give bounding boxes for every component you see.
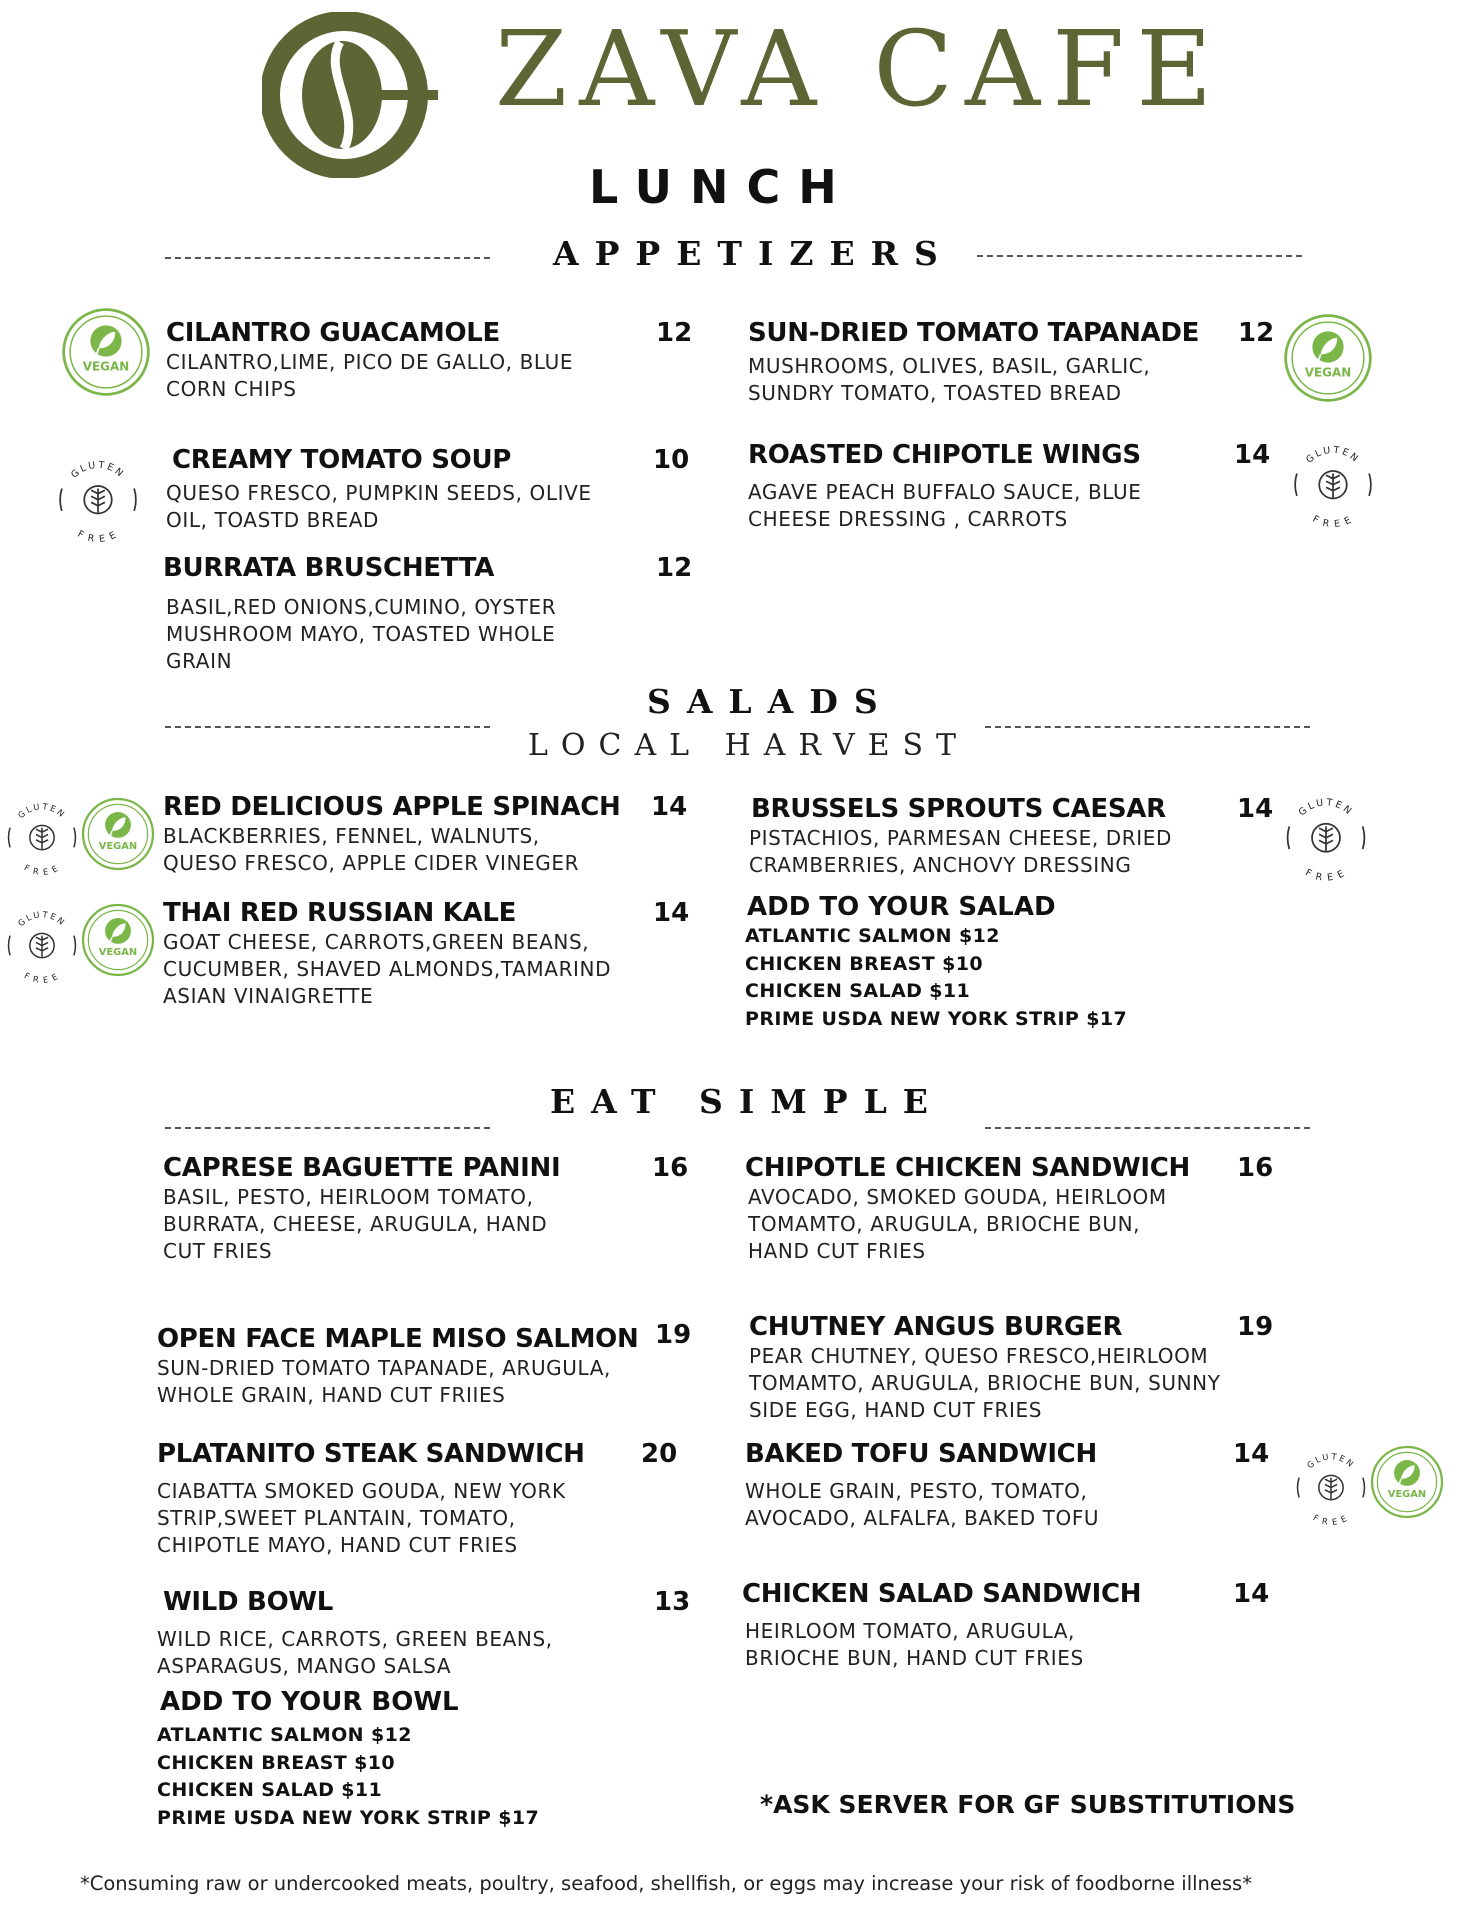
item-desc-line: STRIP,SWEET PLANTAIN, TOMATO, (157, 1506, 516, 1530)
item-desc-line: HEIRLOOM TOMATO, ARUGULA, (745, 1619, 1076, 1643)
brand-name: ZAVA CAFE (495, 8, 1225, 130)
gluten-badge-label: GLUTEN (1304, 1451, 1358, 1471)
item-desc-line: CUT FRIES (163, 1239, 273, 1263)
menu-item (157, 1586, 697, 1680)
item-desc-line: PISTACHIOS, PARMESAN CHEESE, DRIED (749, 826, 1172, 850)
item-desc-line: QUESO FRESCO, APPLE CIDER VINEGER (163, 851, 580, 875)
item-desc-line: BRIOCHE BUN, HAND CUT FRIES (745, 1646, 1084, 1670)
gluten-free-badge-icon (1282, 788, 1370, 884)
menu-item (163, 897, 690, 1010)
item-price: 20 (641, 1439, 678, 1469)
add-on-item: CHICKEN SALAD $11 (157, 1779, 383, 1801)
section-title-appetizers: APPETIZERS (553, 234, 954, 273)
item-price: 14 (1233, 1579, 1270, 1609)
item-desc-line: BURRATA, CHEESE, ARUGULA, HAND (163, 1212, 548, 1236)
item-desc-line: ASPARAGUS, MANGO SALSA (157, 1654, 452, 1678)
free-badge-label: FREE (22, 862, 62, 877)
item-desc-line: CORN CHIPS (166, 377, 297, 401)
item-desc-line: HAND CUT FRIES (748, 1239, 926, 1263)
item-desc-line: TOMAMTO, ARUGULA, BRIOCHE BUN, SUNNY (749, 1371, 1221, 1395)
section-title-salads: SALADS (647, 682, 894, 721)
menu-item (157, 1438, 697, 1559)
menu-item (163, 552, 693, 675)
divider (985, 1127, 1310, 1129)
menu-item (748, 317, 1275, 407)
item-price: 12 (656, 553, 693, 583)
add-on-item: PRIME USDA NEW YORK STRIP $17 (157, 1806, 540, 1829)
add-on-item: CHICKEN SALAD $11 (745, 980, 971, 1002)
menu-item (749, 793, 1274, 879)
gluten-badge-label: GLUTEN (15, 801, 69, 821)
item-name: PLATANITO STEAK SANDWICH (157, 1439, 585, 1469)
item-desc-line: BASIL,RED ONIONS,CUMINO, OYSTER (166, 595, 557, 619)
menu-item (745, 1152, 1274, 1265)
item-price: 16 (1237, 1153, 1274, 1183)
add-on-item: ATLANTIC SALMON $12 (157, 1724, 412, 1746)
item-desc-line: PEAR CHUTNEY, QUESO FRESCO,HEIRLOOM (749, 1344, 1209, 1368)
item-desc-line: WILD RICE, CARROTS, GREEN BEANS, (157, 1627, 553, 1651)
item-desc-line: CHIPOTLE MAYO, HAND CUT FRIES (157, 1533, 518, 1557)
menu-item (745, 1438, 1270, 1532)
item-name: OPEN FACE MAPLE MISO SALMON (157, 1324, 639, 1354)
item-desc-line: MUSHROOM MAYO, TOASTED WHOLE (166, 622, 556, 646)
item-desc-line: WHOLE GRAIN, PESTO, TOMATO, (745, 1479, 1088, 1503)
item-name: CREAMY TOMATO SOUP (172, 445, 512, 475)
free-badge-label: FREE (1310, 513, 1356, 531)
item-name: SUN-DRIED TOMATO TAPANADE (748, 318, 1200, 348)
vegan-badge-label: VEGAN (1304, 365, 1352, 380)
item-name: CHICKEN SALAD SANDWICH (742, 1579, 1142, 1609)
item-desc-line: OIL, TOASTD BREAD (166, 508, 379, 532)
item-desc-line: CHEESE DRESSING , CARROTS (748, 507, 1068, 531)
item-desc-line: CIABATTA SMOKED GOUDA, NEW YORK (157, 1479, 566, 1503)
gluten-free-badge-icon (4, 794, 80, 878)
item-price: 14 (651, 792, 688, 822)
gluten-free-badge-icon (1290, 435, 1376, 531)
item-desc-line: CRAMBERRIES, ANCHOVY DRESSING (749, 853, 1132, 877)
vegan-badge-label: VEGAN (98, 947, 138, 959)
vegan-badge-icon (1282, 312, 1374, 404)
menu-item (748, 439, 1271, 533)
item-price: 14 (1237, 794, 1274, 824)
gluten-free-badge-icon (4, 902, 80, 986)
menu-item (163, 1152, 689, 1265)
foodborne-disclaimer: *Consuming raw or undercooked meats, poultry, seafood, shellfish, or eggs may increase your risk of foodborne illness* (80, 1872, 1252, 1895)
item-desc-line: GOAT CHEESE, CARROTS,GREEN BEANS, (163, 930, 590, 954)
item-desc-line: SUN-DRIED TOMATO TAPANADE, ARUGULA, (157, 1356, 611, 1380)
menu-item (742, 1578, 1270, 1672)
item-desc-line: SUNDRY TOMATO, TOASTED BREAD (748, 381, 1122, 405)
free-badge-label: FREE (22, 970, 62, 985)
gluten-free-badge-icon (55, 450, 141, 546)
vegan-badge-label: VEGAN (1387, 1489, 1427, 1501)
add-on-item: CHICKEN BREAST $10 (157, 1751, 395, 1774)
add-ons-bowl (157, 1686, 677, 1832)
item-desc-line: ASIAN VINAIGRETTE (163, 984, 374, 1008)
free-badge-label: FREE (1303, 867, 1349, 884)
item-name: CAPRESE BAGUETTE PANINI (163, 1153, 561, 1183)
item-desc-line: BASIL, PESTO, HEIRLOOM TOMATO, (163, 1185, 534, 1209)
gluten-badge-label: GLUTEN (1304, 444, 1362, 466)
add-on-item: PRIME USDA NEW YORK STRIP $17 (745, 1007, 1128, 1030)
item-desc-line: CUCUMBER, SHAVED ALMONDS,TAMARIND (163, 957, 612, 981)
gluten-free-badge-icon (1293, 1444, 1369, 1528)
add-on-item: ATLANTIC SALMON $12 (745, 925, 1000, 947)
add-on-item: CHICKEN BREAST $10 (745, 952, 983, 975)
menu-item (163, 791, 688, 877)
divider (977, 255, 1302, 257)
item-desc-line: AGAVE PEACH BUFFALO SAUCE, BLUE (748, 480, 1142, 504)
item-desc-line: MUSHROOMS, OLIVES, BASIL, GARLIC, (748, 354, 1151, 378)
vegan-badge-icon (80, 902, 156, 978)
cafe-logo-icon (262, 12, 438, 178)
add-ons-salad (745, 891, 1265, 1033)
item-price: 10 (653, 445, 690, 475)
vegan-badge-icon (80, 796, 156, 872)
vegan-badge-icon (1369, 1444, 1445, 1520)
gf-substitution-note: *ASK SERVER FOR GF SUBSTITUTIONS (760, 1790, 1296, 1819)
item-name: CHIPOTLE CHICKEN SANDWICH (745, 1153, 1190, 1183)
item-name: BRUSSELS SPROUTS CAESAR (751, 794, 1166, 824)
divider (165, 257, 490, 259)
divider (985, 726, 1310, 728)
item-name: ROASTED CHIPOTLE WINGS (748, 440, 1141, 470)
divider (165, 726, 490, 728)
free-badge-label: FREE (75, 528, 121, 546)
section-title-text: EAT SIMPLE (550, 1082, 944, 1121)
vegan-badge-label: VEGAN (98, 841, 138, 853)
gluten-badge-label: GLUTEN (15, 909, 69, 929)
item-name: BURRATA BRUSCHETTA (163, 553, 495, 583)
item-desc-line: CILANTRO,LIME, PICO DE GALLO, BLUE (166, 350, 574, 374)
gluten-badge-label: GLUTEN (69, 459, 127, 481)
menu-item (749, 1311, 1274, 1424)
menu-item (166, 317, 693, 403)
item-price: 13 (654, 1587, 691, 1617)
item-name: WILD BOWL (163, 1587, 334, 1617)
item-name: RED DELICIOUS APPLE SPINACH (163, 792, 621, 822)
item-price: 19 (1237, 1312, 1274, 1342)
item-price: 19 (655, 1320, 692, 1350)
menu-title: LUNCH (589, 160, 855, 214)
section-title-eat-simple (550, 1082, 944, 1121)
item-name: CILANTRO GUACAMOLE (166, 318, 500, 348)
divider (165, 1127, 490, 1129)
add-ons-title: ADD TO YOUR BOWL (160, 1687, 459, 1717)
item-price: 14 (653, 898, 690, 928)
vegan-badge-label: VEGAN (82, 359, 130, 374)
item-price: 14 (1234, 440, 1271, 470)
item-name: CHUTNEY ANGUS BURGER (749, 1312, 1123, 1342)
item-desc-line: QUESO FRESCO, PUMPKIN SEEDS, OLIVE (166, 481, 592, 505)
item-price: 12 (1238, 318, 1275, 348)
item-desc-line: AVOCADO, ALFALFA, BAKED TOFU (745, 1506, 1100, 1530)
vegan-badge-icon (60, 306, 152, 398)
item-desc-line: SIDE EGG, HAND CUT FRIES (749, 1398, 1042, 1422)
item-name: THAI RED RUSSIAN KALE (163, 898, 517, 928)
add-ons-title: ADD TO YOUR SALAD (747, 892, 1056, 922)
item-desc-line: GRAIN (166, 649, 233, 673)
item-desc-line: WHOLE GRAIN, HAND CUT FRIIES (157, 1383, 506, 1407)
menu-item (157, 1320, 697, 1409)
gluten-badge-label: GLUTEN (1296, 797, 1356, 819)
item-price: 14 (1233, 1439, 1270, 1469)
menu-item (166, 444, 690, 534)
item-price: 16 (652, 1153, 689, 1183)
section-subtitle-local-harvest: LOCAL HARVEST (528, 728, 970, 763)
item-desc-line: AVOCADO, SMOKED GOUDA, HEIRLOOM (748, 1185, 1167, 1209)
free-badge-label: FREE (1311, 1512, 1351, 1527)
item-name: BAKED TOFU SANDWICH (745, 1439, 1097, 1469)
item-price: 12 (656, 318, 693, 348)
item-desc-line: BLACKBERRIES, FENNEL, WALNUTS, (163, 824, 540, 848)
item-desc-line: TOMAMTO, ARUGULA, BRIOCHE BUN, (748, 1212, 1141, 1236)
